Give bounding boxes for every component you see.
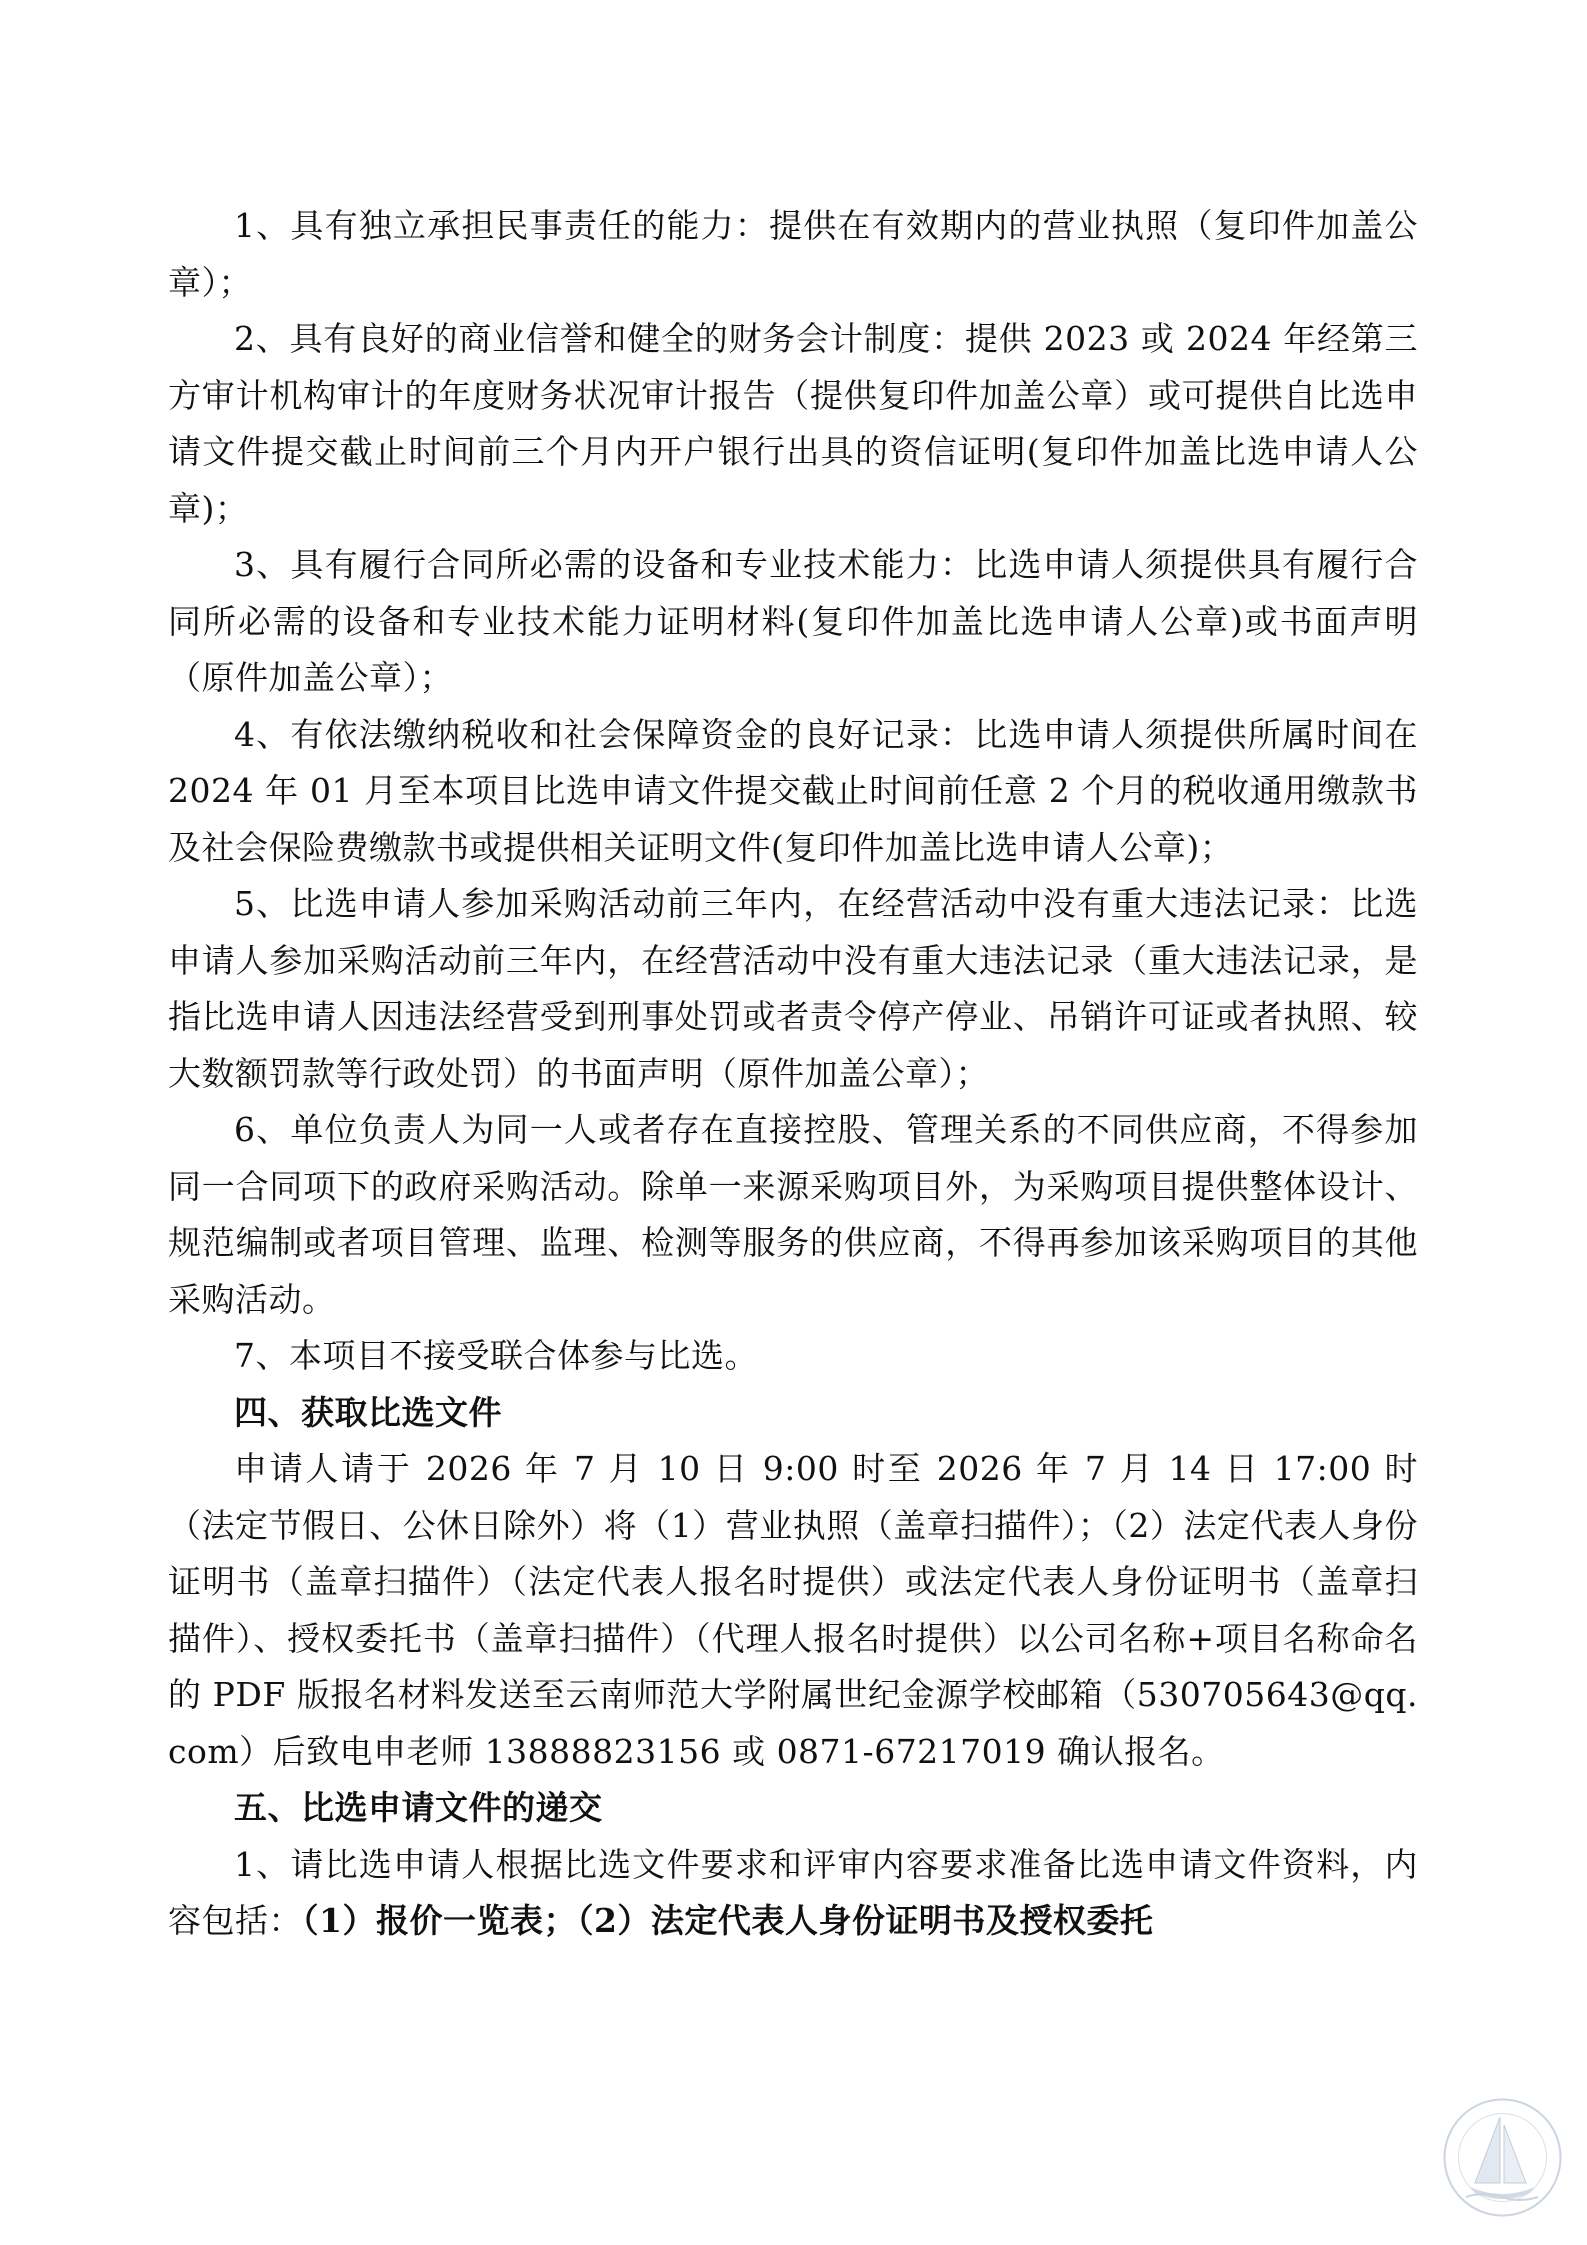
requirement-item-3: 3、具有履行合同所必需的设备和专业技术能力：比选申请人须提供具有履行合同所必需的设备和专业技术能力证明材料(复印件加盖比选申请人公章)或书面声明（原件加盖公章）；	[168, 545, 1418, 697]
requirement-item-2: 2、具有良好的商业信誉和健全的财务会计制度：提供 2023 或 2024 年经第三方审计机构审计的年度财务状况审计报告（提供复印件加盖公章）或可提供自比选申请文件提交截止时间前三个月内开户银行出具的资信证明(复印件加盖比选申请人公章)；	[168, 319, 1418, 528]
document-body	[168, 198, 1418, 1950]
requirement-item-5: 5、比选申请人参加采购活动前三年内，在经营活动中没有重大违法记录：比选申请人参加采购活动前三年内，在经营活动中没有重大违法记录（重大违法记录，是指比选申请人因违法经营受到刑事处罚或者责令停产停业、吊销许可证或者执照、较大数额罚款等行政处罚）的书面声明（原件加盖公章）；	[168, 884, 1418, 1093]
requirement-item-6: 6、单位负责人为同一人或者存在直接控股、管理关系的不同供应商，不得参加同一合同项下的政府采购活动。除单一来源采购项目外，为采购项目提供整体设计、规范编制或者项目管理、监理、检测等服务的供应商，不得再参加该采购项目的其他采购活动。	[168, 1110, 1418, 1319]
requirement-item-1: 1、具有独立承担民事责任的能力：提供在有效期内的营业执照（复印件加盖公章）；	[168, 206, 1418, 302]
submission-item-1-bold-text: （1）报价一览表；（2）法定代表人身份证明书及授权委托	[302, 1901, 1154, 1940]
section-body-obtain-documents: 申请人请于 2026 年 7 月 10 日 9:00 时至 2026 年 7 月 14 日 17:00 时（法定节假日、公休日除外）将（1）营业执照（盖章扫描件）；（2）法定代表人身份证明书（盖章扫描件）（法定代表人报名时提供）或法定代表人身份证明书（盖章扫描件）、授权委托书（盖章扫描件）（代理人报名时提供）以公司名称+项目名称命名的 PDF 版报名材料发送至云南师范大学附属世纪金源学校邮箱（530705643@qq.com）后致电申老师 13888823156 或 0871-67217019 确认报名。	[168, 1449, 1418, 1771]
requirement-item-4: 4、有依法缴纳税收和社会保障资金的良好记录：比选申请人须提供所属时间在 2024 年 01 月至本项目比选申请文件提交截止时间前任意 2 个月的税收通用缴款书及社会保险费缴款书或提供相关证明文件(复印件加盖比选申请人公章)；	[168, 714, 1418, 867]
section-heading-submission: 五、比选申请文件的递交	[234, 1788, 603, 1827]
school-logo-watermark	[1440, 2095, 1565, 2220]
submission-item-1-text: 1、请比选申请人根据比选文件要求和评审内容要求准备比选申请文件资料，内容包括：	[168, 1844, 1418, 1940]
requirement-item-7: 7、本项目不接受联合体参与比选。	[234, 1336, 758, 1375]
section-heading-obtain-documents: 四、获取比选文件	[234, 1392, 502, 1432]
submission-item-1	[168, 1837, 1418, 1950]
